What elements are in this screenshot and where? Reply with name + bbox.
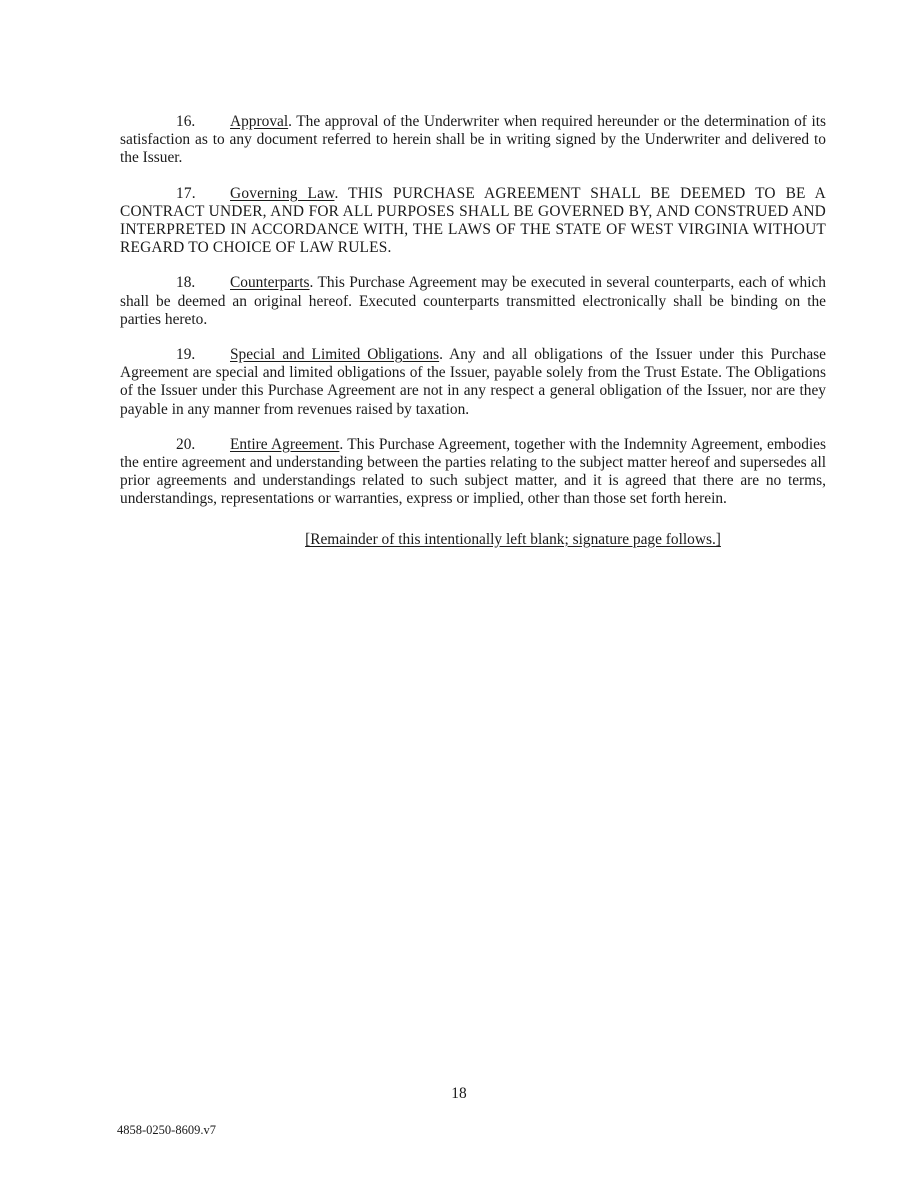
section-number: 17. <box>176 184 196 202</box>
section-text: . This Purchase Agreement, together with the Indemnity Agreement, embodies the entire agreement and understanding between the parties relating to the subject matter hereof and supersedes all prior agreements and understandings related to such subject matter, and it is agreed that there are no terms, understandings, representations or warranties, express or implied, other than those set forth herein. <box>120 435 826 508</box>
section-text: . This Purchase Agreement may be executed in several counterparts, each of which shall be deemed an original hereof. Executed counterparts transmitted electronically shall be binding on the parties hereto. <box>120 274 826 328</box>
section-16-approval <box>120 113 826 168</box>
section-heading: Governing Law <box>230 184 335 202</box>
section-heading: Special and Limited Obligations <box>230 346 440 364</box>
page-number: 18 <box>451 1085 467 1102</box>
section-19-special-limited-obligations <box>120 346 826 419</box>
section-heading: Approval <box>230 113 289 130</box>
section-heading: Entire Agreement <box>230 435 340 453</box>
section-text: . Any and all obligations of the Issuer under this Purchase Agreement are special and limited obligations of the Issuer, payable solely from the Trust Estate. The Obligations of the Issuer under this Purchase Agreement are not in any respect a general obligation of the Issuer, nor are they payable in any manner from revenues raised by taxation. <box>120 346 826 418</box>
section-20-entire-agreement <box>120 436 826 509</box>
section-number: 19. <box>176 346 196 364</box>
section-17-governing-law <box>120 185 826 258</box>
remainder-note: [Remainder of this intentionally left blank; signature page follows.] <box>305 530 721 548</box>
section-text: . THIS PURCHASE AGREEMENT SHALL BE DEEMED TO BE A CONTRACT UNDER, AND FOR ALL PURPOSES SHALL BE GOVERNED BY, AND CONSTRUED AND INTERPRETED IN ACCORDANCE WITH, THE LAWS OF THE STATE OF WEST VIRGINIA WITHOUT REGARD TO CHOICE OF LAW RULES. <box>120 184 826 257</box>
section-heading: Counterparts <box>230 274 310 292</box>
section-text: . The approval of the Underwriter when required hereunder or the determination of its satisfaction as to any document referred to herein shall be in writing signed by the Underwriter and delivered to the Issuer. <box>120 113 826 167</box>
section-number: 20. <box>176 435 196 453</box>
section-number: 18. <box>176 274 196 292</box>
document-body <box>120 113 826 564</box>
document-id: 4858-0250-8609.v7 <box>117 1123 216 1137</box>
section-number: 16. <box>176 113 196 130</box>
section-18-counterparts <box>120 274 826 329</box>
